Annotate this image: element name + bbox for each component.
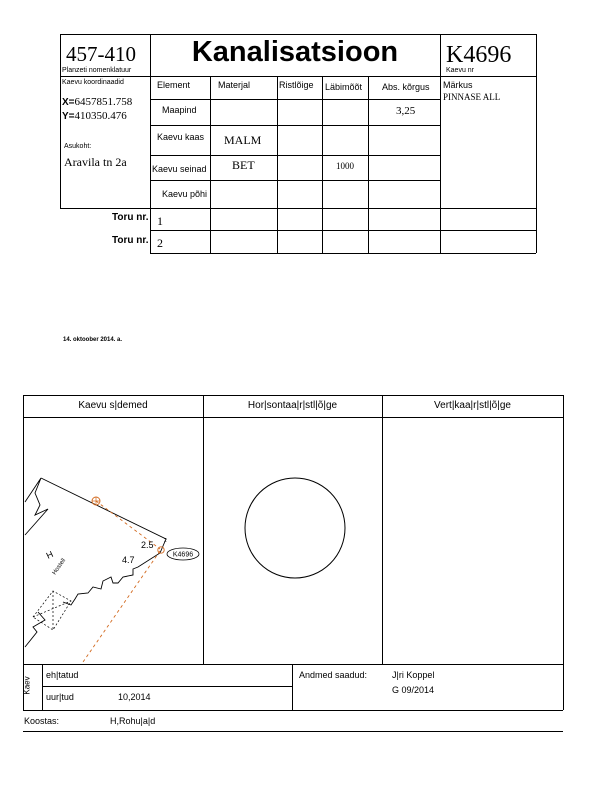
dim-near: 2.5: [141, 540, 154, 550]
pipe-number: 2: [157, 236, 163, 250]
row-element: Kaevu põhi: [162, 189, 208, 199]
well-number-label: Kaevu nr: [446, 67, 475, 74]
well-cross-section-circle: [245, 478, 345, 578]
nomenclature-label: Planzeti nomenklatuur: [62, 67, 132, 74]
horizontal-section-drawing: [203, 417, 382, 664]
nomenclature-number: 457-410: [66, 42, 136, 66]
well-label: K4696: [172, 551, 194, 559]
pipe-label: Toru nr.: [112, 212, 149, 223]
well-number: K4696: [446, 42, 512, 68]
kaev-label: Kaev: [22, 676, 32, 695]
coordinate-y-value: 410350.476: [74, 110, 127, 122]
pipe-line: [83, 551, 160, 662]
col-abs-height: Abs. kõrgus: [382, 82, 430, 92]
coordinates-label: Kaevu koordinaadid: [62, 79, 124, 86]
surveyed-value: 10,2014: [118, 692, 151, 702]
col-cross-section: Ristlõige: [279, 80, 314, 90]
row-material: BET: [232, 158, 255, 172]
address-value: Aravila tn 2a: [64, 155, 127, 169]
built-label: eh|tatud: [46, 670, 79, 680]
building-outline: [25, 612, 45, 647]
building-name: Hostell: [51, 557, 68, 577]
note-value: PINNASE ALL: [443, 92, 501, 102]
compiled-by: H,Rohu|a|d: [110, 716, 156, 726]
building-outline: [25, 478, 48, 535]
coordinate-y-label: Y=: [62, 111, 75, 122]
panel-title-horizontal-section: Hor|sontaa|r|stl|õ|ge: [247, 400, 338, 411]
coordinate-y: [62, 106, 127, 124]
row-element: Kaevu kaas: [157, 132, 205, 142]
compiled-label: Koostas:: [24, 716, 60, 726]
row-element: Maapind: [162, 105, 197, 115]
panel-title-sketch: Kaevu s|demed: [78, 400, 148, 411]
annex-cross: [33, 601, 71, 617]
page-title: Kanalisatsioon: [191, 36, 399, 68]
location-sketch: [23, 417, 203, 664]
pipe-number: 1: [157, 214, 163, 228]
dim-small: 2: [164, 538, 167, 544]
col-note: Märkus: [443, 80, 473, 90]
pipe-label: Toru nr.: [112, 235, 149, 246]
coordinate-x-value: 6457851.758: [74, 96, 133, 108]
panel-title-vertical-section: Vert|kaa|r|stl|õ|ge: [434, 400, 511, 411]
address-label: Asukoht:: [64, 143, 92, 150]
surveyed-label: uur|tud: [46, 692, 74, 702]
coordinate-x-label: X=: [62, 97, 75, 108]
col-element: Element: [157, 80, 191, 90]
col-diameter: Läbimõõt: [325, 82, 363, 92]
document-date: 14. oktoober 2014. a.: [63, 337, 123, 343]
col-material: Materjal: [218, 80, 251, 90]
row-element: Kaevu seinad: [152, 164, 207, 174]
building-letter: H: [44, 549, 55, 561]
dim-far: 4.7: [122, 555, 135, 565]
data-received-person: J|ri Koppel: [392, 670, 435, 680]
data-received-ref: G 09/2014: [392, 685, 435, 695]
row-abs-height: 3,25: [396, 105, 416, 117]
row-material: MALM: [224, 133, 262, 147]
data-received-label: Andmed saadud:: [299, 670, 368, 680]
row-diameter: 1000: [336, 161, 354, 171]
